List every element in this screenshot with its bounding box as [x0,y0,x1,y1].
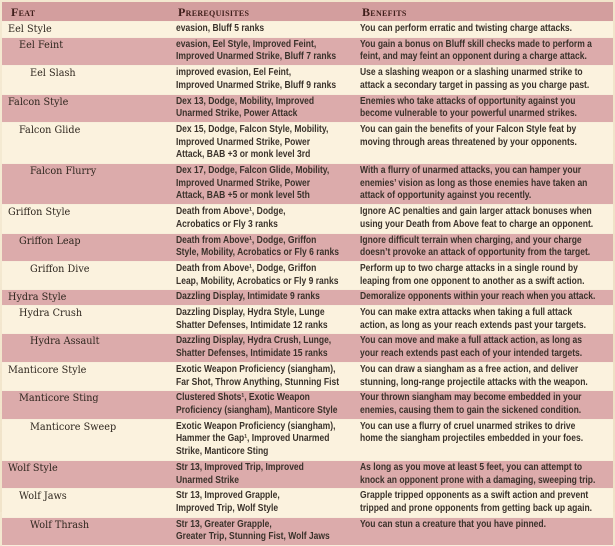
prerequisites-cell [176,234,360,261]
benefits-cell [360,290,613,305]
benefit-line: You gain a bonus on Bluff skill checks made to perform a [360,38,592,50]
prerequisite-line: Str 13, Improved Trip, Improved [176,461,304,473]
feat-cell [2,290,176,305]
feat-name: Wolf Jaws [19,490,67,503]
feat-name: Eel Slash [30,67,76,80]
feat-cell [2,334,176,361]
prerequisites-cell [176,164,360,204]
feat-name: Manticore Sweep [30,420,117,433]
prerequisite-line: Acrobatics or Fly 3 ranks [176,218,278,230]
feat-cell [2,262,176,289]
benefit-line: action, as long as your reach extends past your targets. [360,319,586,331]
prerequisite-line: Dex 17, Dodge, Falcon Glide, Mobility, [176,165,330,177]
column-header-prerequisites-label: Prerequisites [178,4,250,19]
feat-name: Griffon Leap [19,234,81,247]
prerequisite-line: Improved Unarmed Strike, Bluff 9 ranks [176,79,337,91]
benefits-cell [360,123,613,163]
benefit-line: You can gain the benefits of your Falcon Style feat by [360,123,577,135]
benefit-line: Ignore difficult terrain when charging, and your charge [360,234,582,246]
prerequisite-line: Leap, Mobility, Acrobatics or Fly 9 ranks [176,275,339,287]
benefit-line: Your thrown siangham may become embedded in your [360,392,582,404]
benefit-line: home the siangham projectiles embedded in your foes. [360,433,584,445]
feat-name: Hydra Crush [19,307,83,320]
benefit-line: using your Death from Above feat to charge an opponent. [360,218,594,230]
feat-cell [2,22,176,37]
table-row [2,262,613,290]
benefit-line: tripped and prone opponents from getting back up again. [360,502,593,514]
benefit-line: knock an opponent prone with a damaging, sweeping trip. [360,474,596,486]
benefit-line: attack of opportunity against you recently. [360,190,532,202]
feat-name: Wolf Style [8,461,58,474]
feat-cell [2,420,176,460]
feat-name: Falcon Flurry [30,165,97,178]
prerequisite-line: Str 13, Improved Grapple, [176,490,280,502]
table-row [2,420,613,461]
feat-cell [2,66,176,93]
table-header-row [2,2,613,22]
column-header-benefits [360,2,613,21]
benefits-cell [360,334,613,361]
table-row [2,66,613,94]
benefits-cell [360,518,613,545]
prerequisite-line: Improved Unarmed Strike, Power [176,177,311,189]
benefit-line: Enemies who take attacks of opportunity against you [360,95,576,107]
prerequisite-line: Death from Above¹, Dodge, Griffon [176,234,317,246]
benefits-cell [360,38,613,65]
benefit-line: enemies’ vision as long as those enemies have taken an [360,177,588,189]
prerequisites-cell [176,334,360,361]
table-body [2,22,613,546]
feat-name: Eel Feint [19,38,64,51]
benefits-cell [360,95,613,122]
benefits-cell [360,22,613,37]
prerequisites-cell [176,38,360,65]
benefit-line: With a flurry of unarmed attacks, you can hamper your [360,165,582,177]
benefit-line: Demoralize opponents within your reach when you attack. [360,291,596,303]
table-row [2,290,613,306]
feat-name: Hydra Style [8,291,67,304]
prerequisite-line: Dazzling Display, Hydra Crush, Lunge, [176,335,332,347]
prerequisites-cell [176,420,360,460]
column-header-benefits-label: Benefits [362,4,407,19]
prerequisites-cell [176,123,360,163]
prerequisites-cell [176,518,360,545]
benefit-line: stunning, long-range projectile attacks with the weapon. [360,376,588,388]
table-row [2,95,613,123]
table-row [2,363,613,391]
prerequisite-line: evasion, Bluff 5 ranks [176,23,265,34]
prerequisites-cell [176,95,360,122]
prerequisites-cell [176,66,360,93]
feat-name: Manticore Style [8,363,87,376]
table-row [2,22,613,38]
prerequisite-line: Far Shot, Throw Anything, Stunning Fist [176,376,340,388]
table-row [2,518,613,546]
benefit-line: Grapple tripped opponents as a swift action and prevent [360,490,589,502]
prerequisite-line: Style, Mobility, Acrobatics or Fly 6 ranks [176,247,339,259]
benefit-line: feint, and may feint an opponent during a charge attack. [360,51,587,63]
prerequisite-line: Improved Unarmed Strike, Bluff 7 ranks [176,51,337,63]
benefits-cell [360,306,613,333]
feat-table [2,2,613,546]
benefits-cell [360,461,613,488]
benefits-cell [360,363,613,390]
prerequisites-cell [176,306,360,333]
benefit-line: You can use a flurry of cruel unarmed strikes to drive [360,420,576,432]
benefit-line: Perform up to two charge attacks in a single round by [360,262,578,274]
prerequisite-line: improved evasion, Eel Feint, [176,67,292,79]
benefit-line: your reach extends past each of your intended targets. [360,348,583,360]
benefits-cell [360,391,613,418]
prerequisite-line: Greater Trip, Stunning Fist, Wolf Jaws [176,531,330,543]
benefits-cell [360,234,613,261]
benefit-line: As long as you move at least 5 feet, you can attempt to [360,461,583,473]
benefits-cell [360,420,613,460]
prerequisite-line: Exotic Weapon Proficiency (siangham), [176,420,336,432]
table-row [2,306,613,334]
prerequisite-line: Improved Unarmed Strike, Power [176,136,311,148]
feat-cell [2,234,176,261]
benefits-cell [360,262,613,289]
prerequisites-cell [176,22,360,37]
feat-cell [2,123,176,163]
column-header-feat [2,2,176,21]
feat-cell [2,164,176,204]
benefits-cell [360,164,613,204]
prerequisite-line: Shatter Defenses, Intimidate 15 ranks [176,348,328,360]
table-row [2,234,613,262]
feat-cell [2,391,176,418]
feat-name: Griffon Style [8,206,71,219]
benefit-line: Use a slashing weapon or a slashing unarmed strike to [360,67,583,79]
prerequisites-cell [176,262,360,289]
benefit-line: attack a secondary target in passing as you charge past. [360,79,590,91]
table-row [2,391,613,419]
benefit-line: enemies, causing them to gain the sickened condition. [360,404,582,416]
feat-cell [2,38,176,65]
column-header-feat-label: Feat [11,4,36,19]
feat-name: Hydra Assault [30,335,100,348]
prerequisite-line: Shatter Defenses, Intimidate 12 ranks [176,319,328,331]
benefit-line: You can perform erratic and twisting charge attacks. [360,23,573,34]
feat-cell [2,205,176,232]
prerequisite-line: Unarmed Strike [176,474,240,486]
prerequisites-cell [176,363,360,390]
prerequisite-line: Death from Above¹, Dodge, Griffon [176,262,317,274]
feat-cell [2,363,176,390]
prerequisite-line: evasion, Eel Style, Improved Feint, [176,38,317,50]
feat-cell [2,461,176,488]
prerequisite-line: Exotic Weapon Proficiency (siangham), [176,363,336,375]
feat-cell [2,518,176,545]
prerequisite-line: Clustered Shots¹, Exotic Weapon [176,392,310,404]
prerequisite-line: Strike, Manticore Sting [176,446,269,458]
feat-name: Falcon Style [8,95,69,108]
table-row [2,461,613,489]
benefit-line: become vulnerable to your powerful unarmed strikes. [360,108,577,120]
benefit-line: Ignore AC penalties and gain larger attack bonuses when [360,206,592,218]
table-row [2,38,613,66]
prerequisite-line: Proficiency (siangham), Manticore Style [176,404,338,416]
benefits-cell [360,489,613,516]
prerequisites-cell [176,205,360,232]
prerequisite-line: Attack, BAB +3 or monk level 3rd [176,149,311,161]
prerequisite-line: Unarmed Strike, Power Attack [176,108,298,120]
prerequisite-line: Attack, BAB +5 or monk level 5th [176,190,310,202]
prerequisites-cell [176,290,360,305]
feat-name: Griffon Dive [30,262,90,275]
prerequisites-cell [176,461,360,488]
table-row [2,489,613,517]
prerequisite-line: Dex 15, Dodge, Falcon Style, Mobility, [176,123,329,135]
benefit-line: You can make extra attacks when taking a full attack [360,307,573,319]
benefits-cell [360,205,613,232]
table-row [2,164,613,205]
benefit-line: You can stun a creature that you have pinned. [360,518,546,530]
column-header-prerequisites [176,2,360,21]
benefit-line: You can move and make a full attack action, as long as [360,335,582,347]
feat-name: Wolf Thrash [30,518,90,531]
prerequisite-line: Death from Above¹, Dodge, [176,206,286,218]
feat-name: Eel Style [8,23,52,35]
benefit-line: doesn’t provoke an attack of opportunity from the target. [360,247,591,259]
benefit-line: moving through areas threatened by your opponents. [360,136,577,148]
table-row [2,205,613,233]
prerequisite-line: Hammer the Gap¹, Improved Unarmed [176,433,330,445]
prerequisite-line: Improved Trip, Wolf Style [176,502,279,514]
table-row [2,334,613,362]
prerequisite-line: Str 13, Greater Grapple, [176,518,272,530]
prerequisite-line: Dazzling Display, Intimidate 9 ranks [176,291,320,303]
feat-name: Manticore Sting [19,392,99,405]
feat-cell [2,306,176,333]
benefit-line: You can draw a siangham as a free action, and deliver [360,363,579,375]
benefit-line: leaping from one opponent to another as a swift action. [360,275,585,287]
prerequisites-cell [176,489,360,516]
benefits-cell [360,66,613,93]
prerequisite-line: Dex 13, Dodge, Mobility, Improved [176,95,315,107]
feat-name: Falcon Glide [19,123,81,136]
feat-cell [2,489,176,516]
table-row [2,123,613,164]
prerequisite-line: Dazzling Display, Hydra Style, Lunge [176,307,325,319]
feat-cell [2,95,176,122]
prerequisites-cell [176,391,360,418]
